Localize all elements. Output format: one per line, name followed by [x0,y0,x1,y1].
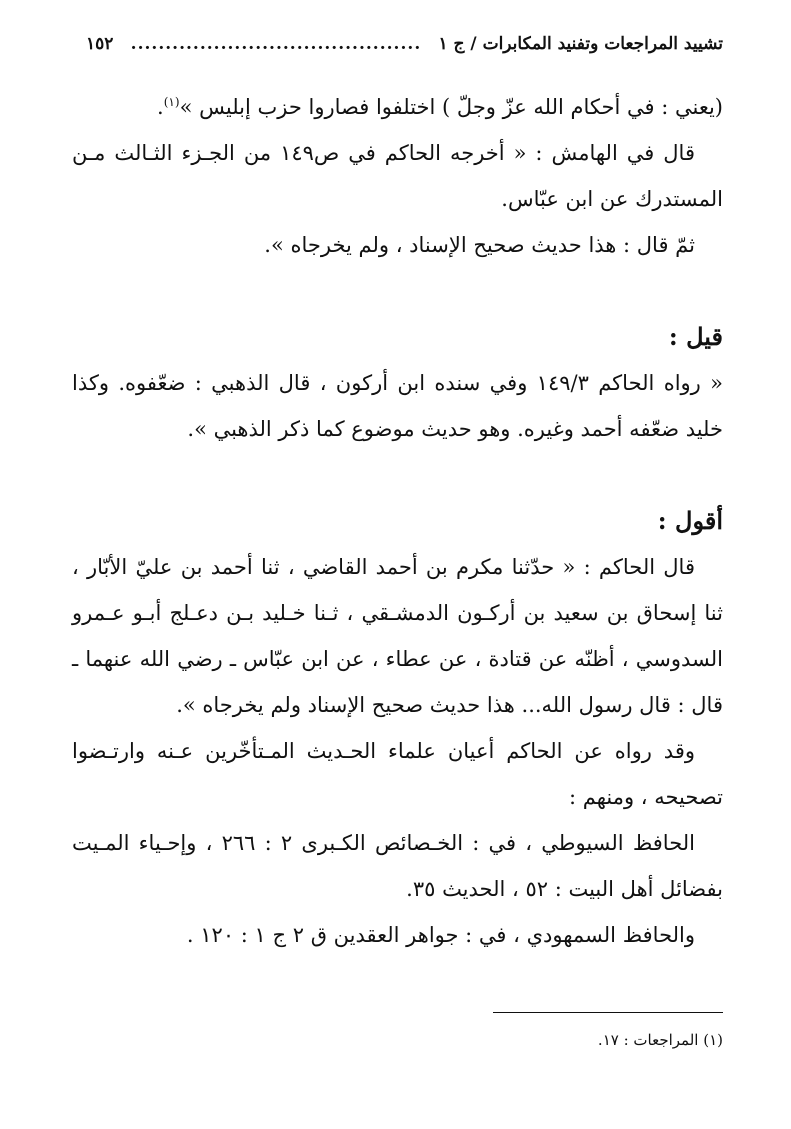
book-title: تشييد المراجعات وتفنيد المكابرات / ج ١ [438,34,723,54]
paragraph-isnad: قال الحاكم : « حدّثنا مكرم بن أحمد القاضي ، ثنا أحمد بن عليّ الأبّار ، ثنا إسحاق بن سعيد بن أركـون الدمشـقي ، ثـنا خـليد بـن دعـلج أبـو عـمرو السدوسي ، أظنّه عن قتادة ، عن عطاء ، عن ابن عبّاس ـ رضي الله عنهما ـ قال : قال رسول الله... هذا حديث صحيح الإسناد ولم يخرجاه ». [72,555,723,717]
footnote-reference: (١) [163,95,180,109]
paragraph-quote-end [72,84,723,130]
body-text [72,84,723,958]
section-gap [72,268,723,314]
paragraph-text: (يعني : في أحكام الله عزّ وجلّ ) اختلفوا فصاروا حزب إبليس » [179,95,723,119]
heading-aqulu: أقول : [657,506,723,535]
paragraph-end: . [157,95,164,119]
paragraph-suyuti: الحافظ السيوطي ، في : الخـصائص الكـبرى ٢ : ٢٦٦ ، وإحـياء المـيت بفضائل أهل البيت : ٥٢ ، الحديث ٣٥. [72,831,723,901]
paragraph-samhudi: والحافظ السمهودي ، في : جواهر العقدين ق ٢ ج ١ : ١٢٠ . [186,923,695,947]
paragraph-later-scholars: وقد رواه عن الحاكم أعيان علماء الحـديث المـتأخّرين عـنه وارتـضوا تصحيحه ، ومنهم : [72,739,723,809]
heading-qila: قيل : [668,322,723,351]
paragraph-objection: « رواه الحاكم ١٤٩/٣ وفي سنده ابن أركون ، قال الذهبي : ضعّفوه. وكذا خليد ضعّفه أحمد وغيره. وهو حديث موضوع كما ذكر الذهبي ». [72,371,723,441]
footnote: (١) المراجعات : ١٧. [597,1031,723,1049]
header-leader-dots: .......................................... [130,34,422,54]
page-number: ١٥٢ [86,34,114,54]
running-header [72,26,723,62]
paragraph-margin-note: قال في الهامش : « أخرجه الحاكم في ص١٤٩ من الجـزء الثـالث مـن المستدرك عن ابن عبّاس. [72,141,723,211]
document-page [72,26,723,1129]
footnote-divider [493,1012,723,1013]
paragraph-hakim-grade: ثمّ قال : هذا حديث صحيح الإسناد ، ولم يخرجاه ». [264,233,695,257]
section-gap [72,452,723,498]
